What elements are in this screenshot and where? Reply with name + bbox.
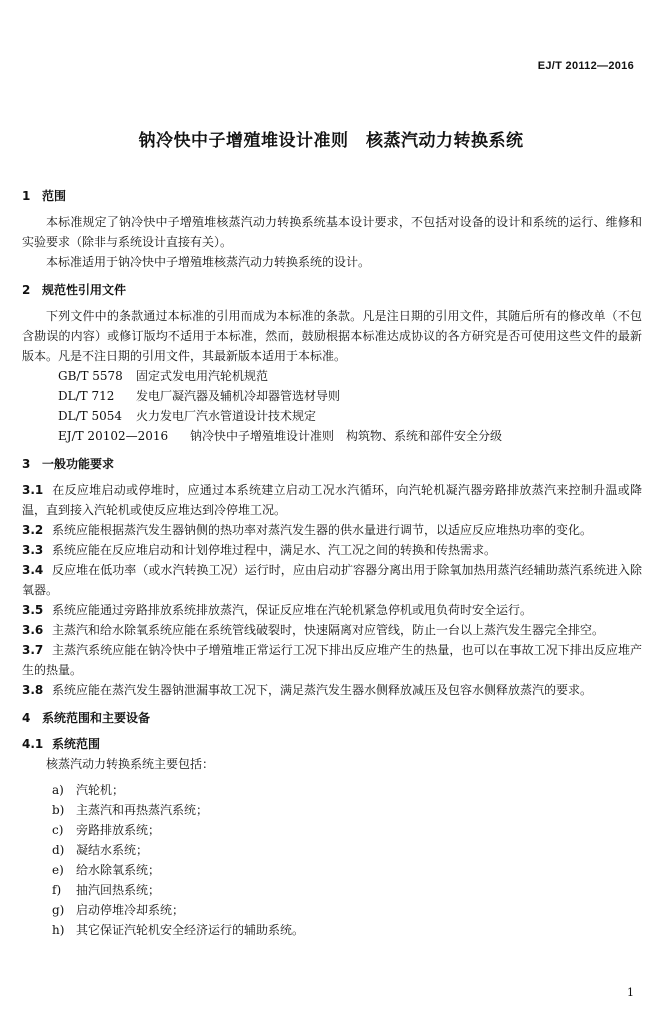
list-item	[22, 820, 642, 840]
list-label: c)	[52, 823, 64, 837]
list-text: 凝结水系统；	[76, 843, 149, 857]
clause-text: 系统应能根据蒸汽发生器钠侧的热功率对蒸汽发生器的供水量进行调节，以适应反应堆热功率的变化。	[52, 523, 593, 537]
list-label: b)	[52, 803, 65, 817]
section-3-heading	[22, 454, 642, 474]
list-text: 启动停堆冷却系统；	[76, 903, 185, 917]
clause-text: 主蒸汽系统应能在钠冷快中子增殖堆正常运行工况下排出反应堆产生的热量，也可以在事故工况下排出反应堆产生的热量。	[22, 643, 642, 677]
list-label: g)	[52, 903, 65, 917]
list-text: 其它保证汽轮机安全经济运行的辅助系统。	[76, 923, 305, 937]
section-number: 3	[22, 457, 31, 471]
list-item	[22, 840, 642, 860]
section-number: 1	[22, 189, 31, 203]
list-text: 主蒸汽和再热蒸汽系统；	[76, 803, 209, 817]
clause-number: 3.1	[22, 483, 44, 497]
clause	[22, 680, 642, 700]
document-title: 钠冷快中子增殖堆设计准则 核蒸汽动力转换系统	[138, 131, 524, 151]
list-item	[22, 920, 642, 940]
list-text: 汽轮机；	[76, 783, 125, 797]
list-text: 抽汽回热系统；	[76, 883, 161, 897]
clause-number: 3.6	[22, 623, 44, 637]
clause-text: 系统应能在蒸汽发生器钠泄漏事故工况下，满足蒸汽发生器水侧释放减压及包容水侧释放蒸汽的要求。	[52, 683, 593, 697]
reference-code: DL/T 5054	[58, 409, 122, 423]
list-item	[22, 780, 642, 800]
clause-text: 系统应能在反应堆启动和计划停堆过程中，满足水、汽工况之间的转换和传热需求。	[52, 543, 497, 557]
reference-item	[22, 366, 642, 386]
section-4-heading	[22, 708, 642, 728]
section-number: 4	[22, 711, 31, 725]
section-title: 规范性引用文件	[42, 283, 127, 297]
clause-text: 系统应能通过旁路排放系统排放蒸汽，保证反应堆在汽轮机紧急停机或甩负荷时安全运行。	[52, 603, 533, 617]
clause-number: 3.3	[22, 543, 44, 557]
reference-code: GB/T 5578	[58, 369, 123, 383]
clause	[22, 620, 642, 640]
section-title: 一般功能要求	[42, 457, 115, 471]
clause-number: 3.8	[22, 683, 44, 697]
list-item	[22, 880, 642, 900]
clause-text: 反应堆在低功率（或水汽转换工况）运行时，应由启动扩容器分离出用于除氧加热用蒸汽经辅助蒸汽系统进入除氧器。	[22, 563, 642, 597]
reference-item	[22, 406, 642, 426]
reference-title: 火力发电厂汽水管道设计技术规定	[136, 409, 317, 423]
page-number: 1	[627, 986, 634, 999]
clause-number: 3.4	[22, 563, 44, 577]
clause-text: 在反应堆启动或停堆时，应通过本系统建立启动工况水汽循环，向汽轮机凝汽器旁路排放蒸汽来控制升温或降温，直到接入汽轮机或使反应堆达到冷停堆工况。	[22, 483, 642, 517]
subsection-4-1-heading	[22, 734, 642, 754]
reference-title: 固定式发电用汽轮机规范	[136, 369, 269, 383]
clause	[22, 600, 642, 620]
list-text: 给水除氧系统；	[76, 863, 161, 877]
document-body	[22, 186, 642, 940]
section-title: 范围	[42, 189, 67, 203]
clause-number: 3.5	[22, 603, 44, 617]
subsection-number: 4.1	[22, 737, 44, 751]
list-label: a)	[52, 783, 64, 797]
standard-code: EJ/T 20112—2016	[537, 60, 634, 72]
list-label: e)	[52, 863, 64, 877]
list-text: 旁路排放系统；	[76, 823, 161, 837]
paragraph: 核蒸汽动力转换系统主要包括：	[46, 757, 215, 771]
paragraph: 下列文件中的条款通过本标准的引用而成为本标准的条款。凡是注日期的引用文件，其随后所有的修改单（不包含勘误的内容）或修订版均不适用于本标准，然而，鼓励根据本标准达成协议的各方研究是否可使用这些文件的最新版本。凡是不注日期的引用文件，其最新版本适用于本标准。	[22, 309, 642, 363]
clause-text: 主蒸汽和给水除氧系统应能在系统管线破裂时，快速隔离对应管线，防止一台以上蒸汽发生器完全排空。	[52, 623, 605, 637]
section-2-heading	[22, 280, 642, 300]
list-item	[22, 800, 642, 820]
clause	[22, 480, 642, 520]
reference-code: DL/T 712	[58, 389, 115, 403]
reference-title: 钠冷快中子增殖堆设计准则 构筑物、系统和部件安全分级	[190, 429, 503, 443]
list-item	[22, 860, 642, 880]
clause-number: 3.2	[22, 523, 44, 537]
clause	[22, 640, 642, 680]
reference-title: 发电厂凝汽器及辅机冷却器管选材导则	[136, 389, 341, 403]
paragraph: 本标准规定了钠冷快中子增殖堆核蒸汽动力转换系统基本设计要求，不包括对设备的设计和系统的运行、维修和实验要求（除非与系统设计直接有关）。	[22, 215, 642, 249]
reference-item	[22, 386, 642, 406]
clause	[22, 520, 642, 540]
list-item	[22, 900, 642, 920]
section-title: 系统范围和主要设备	[42, 711, 151, 725]
list-label: d)	[52, 843, 65, 857]
clause	[22, 540, 642, 560]
section-number: 2	[22, 283, 31, 297]
paragraph: 本标准适用于钠冷快中子增殖堆核蒸汽动力转换系统的设计。	[46, 255, 371, 269]
subsection-title: 系统范围	[52, 737, 101, 751]
clause	[22, 560, 642, 600]
section-1-heading	[22, 186, 642, 206]
list-label: h)	[52, 923, 65, 937]
list-label: f)	[52, 883, 62, 897]
reference-code: EJ/T 20102—2016	[58, 429, 169, 443]
clause-number: 3.7	[22, 643, 44, 657]
reference-item	[22, 426, 642, 446]
